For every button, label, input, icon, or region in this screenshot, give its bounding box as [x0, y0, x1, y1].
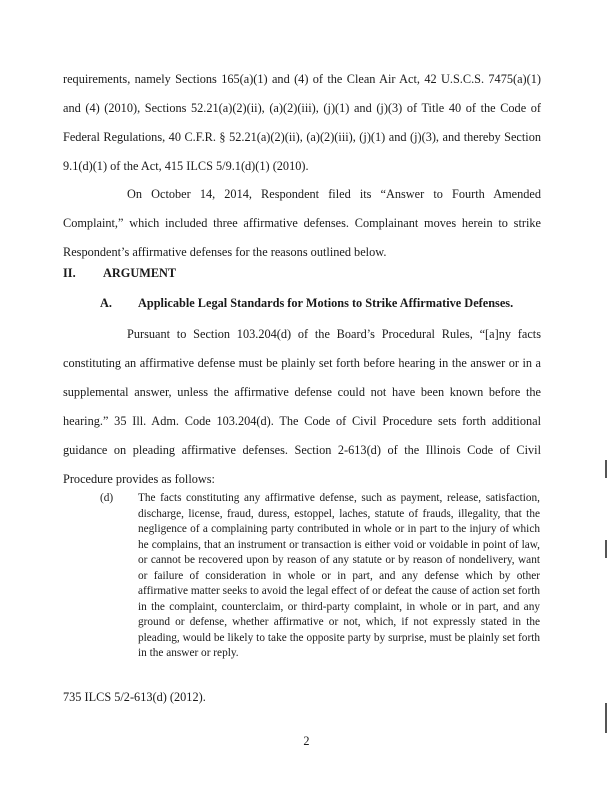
block-quote-label: (d)	[100, 492, 114, 504]
margin-mark	[605, 703, 607, 733]
section-heading-title: ARGUMENT	[103, 266, 177, 280]
subsection-heading-number: A.	[100, 296, 112, 310]
subsection-heading-title: Applicable Legal Standards for Motions to Strike Affirmative Defenses.	[138, 296, 514, 310]
paragraph-procedural-rules: Pursuant to Section 103.204(d) of the Board’s Procedural Rules, “[a]ny facts constituting an affirmative defense must be plainly set forth before hearing in the answer or in a supplemental answer, unless the affirmative defense could not have been known before the hearing.” 35 Ill. Adm. Code 103.204(d). The Code of Civil Procedure sets forth additional guidance on pleading affirmative defenses. Section 2-613(d) of the Illinois Code of Civil Procedure provides as follows:	[63, 327, 541, 486]
page-number: 2	[303, 734, 310, 748]
paragraph-requirements: requirements, namely Sections 165(a)(1) and (4) of the Clean Air Act, 42 U.S.C.S. 7475(a)(1) and (4) (2010), Sections 52.21(a)(2)(ii), (a)(2)(iii), (j)(1) and (j)(3) of Title 40 of the Code of Federal Regulations, 40 C.F.R. § 52.21(a)(2)(ii), (a)(2)(iii), (j)(1) and (j)(3), and thereby Section 9.1(d)(1) of the Act, 415 ILCS 5/9.1(d)(1) (2010).	[63, 72, 541, 173]
margin-mark	[605, 460, 607, 478]
paragraph-answer-filed: On October 14, 2014, Respondent filed its “Answer to Fourth Amended Complaint,” which included three affirmative defenses. Complainant moves herein to strike Respondent’s affirmative defenses for the reasons outlined below.	[63, 187, 541, 259]
subsection-heading	[100, 296, 514, 311]
block-quote-text: The facts constituting any affirmative defense, such as payment, release, satisfaction, discharge, license, fraud, duress, estoppel, laches, statute of frauds, illegality, that the negligence of a complaining party contributed in whole or in part to the injury of which he complains, that an instrument or transaction is either void or voidable in point of law, or cannot be recovered upon by reason of any statute or by reason of nondelivery, want or failure of consideration in whole or in part, and any defense which by other affirmative matter seeks to avoid the legal effect of or defeat the cause of action set forth in the complaint, counterclaim, or third-party complaint, in whole or in part, and any ground or defense, whether affirmative or not, which, if not expressly stated in the pleading, would be likely to take the opposite party by surprise, must be plainly set forth in the answer or reply.	[138, 492, 540, 659]
margin-mark	[605, 540, 607, 558]
statute-citation: 735 ILCS 5/2-613(d) (2012).	[63, 690, 206, 704]
section-heading-number: II.	[63, 266, 76, 280]
section-heading	[63, 266, 177, 281]
